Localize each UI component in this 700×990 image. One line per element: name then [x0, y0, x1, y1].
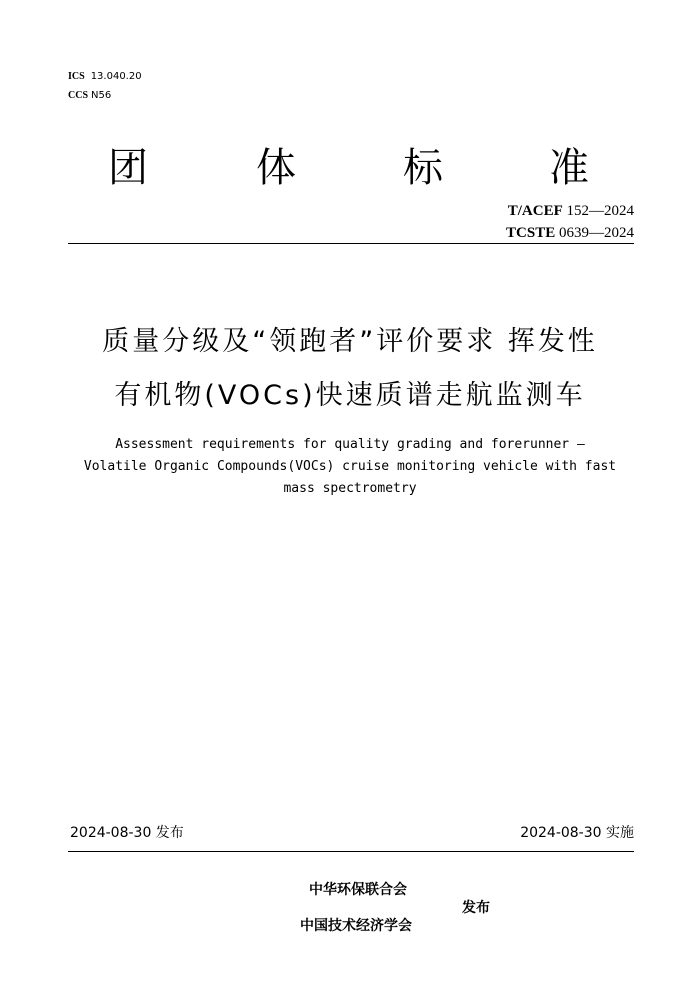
standard-number-cste: [506, 224, 634, 242]
issued-label: 发布: [462, 900, 490, 916]
ics-code: [68, 70, 142, 84]
standard-number: 152—2024: [562, 203, 634, 219]
standard-number: 0639—2024: [555, 225, 634, 241]
issuer-org-2: 中国技术经济学会: [300, 918, 412, 934]
header-char-group: 团: [108, 145, 148, 191]
standard-number-acef: [508, 202, 634, 220]
ccs-value: N56: [91, 90, 112, 101]
english-title-line-1: Assessment requirements for quality grading and forerunner —: [115, 437, 585, 452]
header-char-standard: 标: [403, 145, 443, 191]
ccs-label: CCS: [68, 90, 89, 101]
header-divider: [68, 243, 634, 244]
issuer-org-1: 中华环保联合会: [309, 882, 407, 898]
ics-label: ICS: [68, 71, 85, 82]
chinese-title-line-1: 质量分级及“领跑者”评价要求 挥发性: [102, 326, 598, 357]
header-char-body: 体: [256, 145, 296, 191]
implementation-date: 2024-08-30 实施: [520, 825, 634, 841]
standard-code: TCSTE: [506, 225, 556, 241]
english-title-line-3: mass spectrometry: [283, 481, 417, 496]
chinese-title-line-2: 有机物(VOCs)快速质谱走航监测车: [114, 380, 586, 411]
ccs-code: [68, 89, 111, 103]
ics-value: 13.040.20: [90, 71, 142, 82]
issue-date: 2024-08-30 发布: [70, 825, 184, 841]
header-char-norm: 准: [549, 145, 589, 191]
standard-code: T/ACEF: [507, 203, 563, 219]
english-title-line-2: Volatile Organic Compounds(VOCs) cruise monitoring vehicle with fast: [83, 459, 617, 474]
footer-divider: [68, 851, 634, 852]
